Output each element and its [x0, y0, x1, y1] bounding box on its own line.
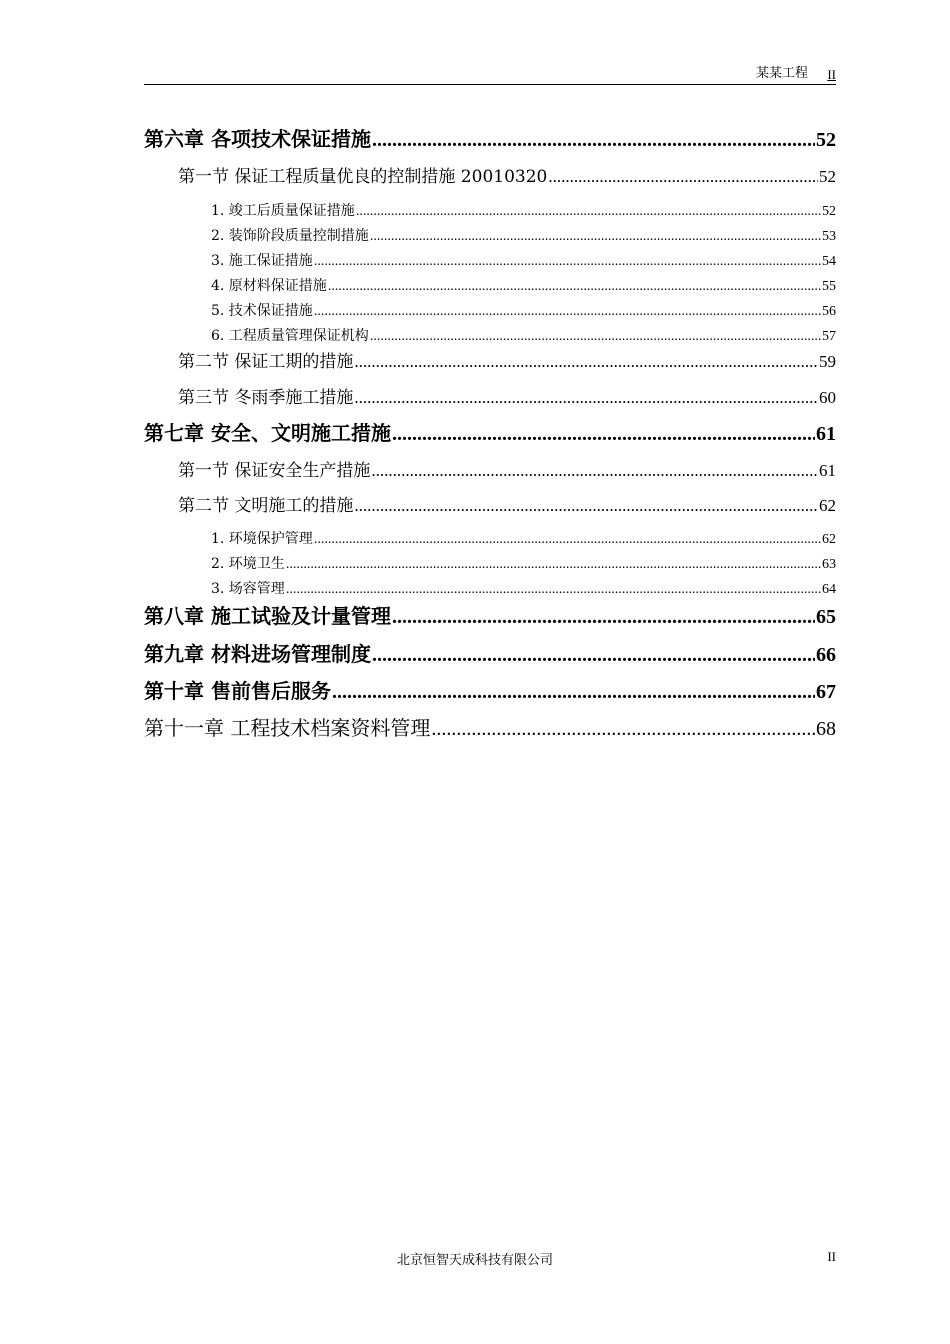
page-header: [144, 66, 836, 85]
toc-entry-title: 第六章 各项技术保证措施: [144, 127, 371, 151]
toc-entry-page: 59: [819, 352, 836, 371]
toc-leader: [332, 681, 815, 704]
toc-entry-title: 第八章 施工试验及计量管理: [144, 604, 391, 628]
toc-entry-chapter[interactable]: [144, 712, 836, 741]
toc-entry-item[interactable]: [211, 275, 836, 295]
toc-entry-item[interactable]: [211, 528, 836, 548]
toc-entry-item[interactable]: [211, 553, 836, 573]
toc-leader: [372, 129, 815, 152]
toc-entry-page: 62: [822, 532, 836, 547]
toc-entry-item[interactable]: [211, 300, 836, 320]
toc-entry-chapter[interactable]: [144, 417, 836, 446]
toc-entry-page: 63: [822, 557, 836, 572]
toc-entry-title: 第九章 材料进场管理制度: [144, 642, 371, 666]
toc-entry-page: 68: [816, 718, 836, 740]
toc-entry-page: 67: [816, 681, 836, 703]
toc-entry-section[interactable]: [178, 162, 836, 187]
toc-entry-title: 第十一章 工程技术档案资料管理: [144, 716, 431, 740]
footer-company: 北京恒智天成科技有限公司: [396, 1253, 553, 1268]
toc-entry-title: 1. 环境保护管理: [211, 531, 313, 547]
toc-entry-page: 55: [822, 279, 836, 294]
toc-entry-page: 66: [816, 644, 836, 666]
toc-entry-title: 第一节 保证安全生产措施: [178, 461, 371, 481]
toc-entry-page: 65: [816, 606, 836, 628]
toc-leader: [354, 496, 818, 516]
toc-entry-page: 56: [822, 304, 836, 319]
toc-leader: [371, 461, 818, 481]
toc-entry-section[interactable]: [178, 347, 836, 372]
header-title: 某某工程: [755, 66, 808, 81]
toc-entry-page: 52: [816, 129, 836, 151]
toc-entry-section[interactable]: [178, 383, 836, 408]
toc-entry-title: 第十章 售前售后服务: [144, 679, 331, 703]
toc-leader: [356, 204, 821, 220]
toc-entry-title: 3. 施工保证措施: [211, 253, 313, 269]
toc-entry-item[interactable]: [211, 325, 836, 345]
toc-entry-title: 第一节 保证工程质量优良的控制措施 20010320: [178, 167, 548, 187]
toc-leader: [372, 644, 815, 667]
toc-entry-chapter[interactable]: [144, 638, 836, 667]
toc-entry-title: 第三节 冬雨季施工措施: [178, 388, 354, 408]
toc-entry-chapter[interactable]: [144, 600, 836, 629]
toc-entry-item[interactable]: [211, 250, 836, 270]
toc-entry-item[interactable]: [211, 225, 836, 245]
toc-entry-page: 52: [822, 204, 836, 219]
toc-entry-page: 61: [819, 461, 836, 480]
toc-leader: [286, 557, 821, 573]
toc-leader: [286, 582, 821, 598]
toc-entry-page: 52: [819, 167, 836, 186]
toc-entry-page: 64: [822, 582, 836, 597]
toc-entry-item[interactable]: [211, 578, 836, 598]
toc-entry-item[interactable]: [211, 200, 836, 220]
toc-leader: [392, 423, 815, 446]
toc-entry-title: 4. 原材料保证措施: [211, 278, 327, 294]
toc-entry-title: 2. 环境卫生: [211, 556, 285, 572]
toc-leader: [314, 304, 821, 320]
toc-entry-title: 1. 竣工后质量保证措施: [211, 203, 355, 219]
toc-leader: [392, 606, 815, 629]
toc-entry-chapter[interactable]: [144, 123, 836, 152]
toc-entry-page: 60: [819, 388, 836, 407]
toc-entry-title: 3. 场容管理: [211, 581, 285, 597]
toc-entry-page: 53: [822, 229, 836, 244]
toc-entry-title: 第七章 安全、文明施工措施: [144, 421, 391, 445]
toc-leader: [548, 167, 818, 187]
toc-entry-page: 62: [819, 496, 836, 515]
toc-entry-title: 第二节 保证工期的措施: [178, 352, 354, 372]
toc-entry-page: 54: [822, 254, 836, 269]
toc-entry-page: 57: [822, 329, 836, 344]
footer-page-number: II: [827, 1249, 836, 1264]
toc-leader: [354, 388, 818, 408]
toc-entry-title: 第二节 文明施工的措施: [178, 496, 354, 516]
toc-entry-page: 61: [816, 423, 836, 445]
toc-leader: [328, 279, 821, 295]
toc-entry-section[interactable]: [178, 456, 836, 481]
toc-entry-title: 2. 装饰阶段质量控制措施: [211, 228, 369, 244]
header-page-number: II: [827, 67, 836, 82]
toc-leader: [354, 352, 818, 372]
toc-entry-title: 5. 技术保证措施: [211, 303, 313, 319]
toc-leader: [370, 329, 821, 345]
toc-leader: [314, 254, 821, 270]
toc-leader: [370, 229, 821, 245]
toc-entry-title: 6. 工程质量管理保证机构: [211, 328, 369, 344]
toc-entry-section[interactable]: [178, 491, 836, 516]
toc-leader: [314, 532, 821, 548]
toc-leader: [431, 718, 815, 741]
toc-entry-chapter[interactable]: [144, 675, 836, 704]
